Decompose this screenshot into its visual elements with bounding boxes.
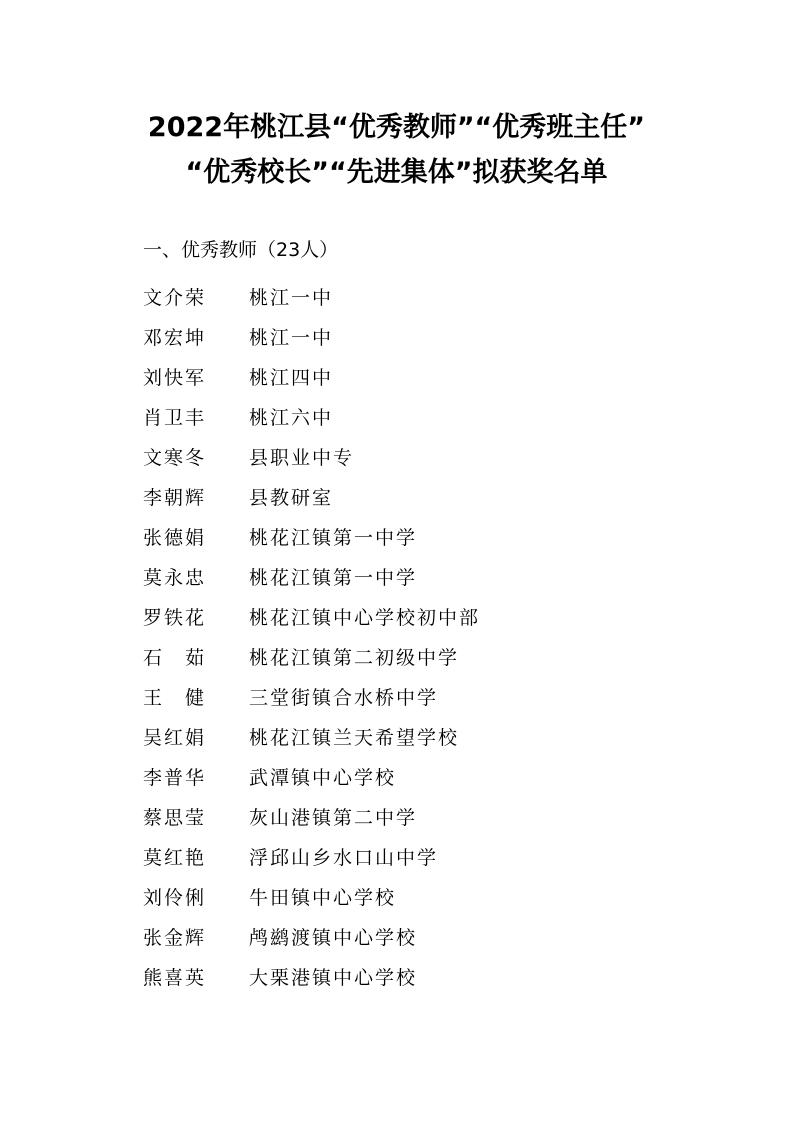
school-name: 桃花江镇第一中学 <box>249 526 418 549</box>
document-title-line-2: “优秀校长”“先进集体”拟获奖名单 <box>185 157 608 188</box>
school-name: 三堂街镇合水桥中学 <box>249 686 439 709</box>
teacher-name: 石 茹 <box>143 646 207 669</box>
list-item <box>143 476 703 516</box>
school-name: 大栗港镇中心学校 <box>249 966 418 989</box>
school-name: 县职业中专 <box>249 446 355 469</box>
teacher-name: 莫永忠 <box>143 566 207 589</box>
school-name: 桃花江镇兰天希望学校 <box>249 726 460 749</box>
teacher-name: 李朝辉 <box>143 486 207 509</box>
list-item <box>143 716 703 756</box>
school-name: 桃江一中 <box>249 326 334 349</box>
list-item <box>143 596 703 636</box>
school-name: 灰山港镇第二中学 <box>249 806 418 829</box>
section-heading-excellent-teachers: 一、优秀教师（23人） <box>143 239 339 261</box>
teacher-name: 邓宏坤 <box>143 326 207 349</box>
teacher-name: 吴红娟 <box>143 726 207 749</box>
teacher-name: 刘快军 <box>143 366 207 389</box>
school-name: 武潭镇中心学校 <box>249 766 397 789</box>
teacher-list <box>143 276 703 996</box>
teacher-name: 肖卫丰 <box>143 406 207 429</box>
school-name: 浮邱山乡水口山中学 <box>249 846 439 869</box>
teacher-name: 张金辉 <box>143 926 207 949</box>
teacher-name: 王 健 <box>143 686 207 709</box>
list-item <box>143 876 703 916</box>
list-item <box>143 396 703 436</box>
list-item <box>143 676 703 716</box>
list-item <box>143 356 703 396</box>
teacher-name: 文寒冬 <box>143 446 207 469</box>
list-item <box>143 796 703 836</box>
school-name: 县教研室 <box>249 486 334 509</box>
list-item <box>143 756 703 796</box>
teacher-name: 莫红艳 <box>143 846 207 869</box>
school-name: 桃江一中 <box>249 286 334 309</box>
teacher-name: 熊喜英 <box>143 966 207 989</box>
list-item <box>143 836 703 876</box>
teacher-name: 李普华 <box>143 766 207 789</box>
teacher-name: 文介荣 <box>143 286 207 309</box>
school-name: 牛田镇中心学校 <box>249 886 397 909</box>
list-item <box>143 276 703 316</box>
school-name: 桃花江镇第一中学 <box>249 566 418 589</box>
document-title-line-1: 2022年桃江县“优秀教师”“优秀班主任” <box>147 112 646 143</box>
teacher-name: 蔡思莹 <box>143 806 207 829</box>
school-name: 桃花江镇第二初级中学 <box>249 646 460 669</box>
list-item <box>143 516 703 556</box>
list-item <box>143 436 703 476</box>
list-item <box>143 636 703 676</box>
teacher-name: 刘伶俐 <box>143 886 207 909</box>
teacher-name: 张德娟 <box>143 526 207 549</box>
list-item <box>143 956 703 996</box>
school-name: 桃花江镇中心学校初中部 <box>249 606 481 629</box>
list-item <box>143 316 703 356</box>
teacher-name: 罗铁花 <box>143 606 207 629</box>
list-item <box>143 556 703 596</box>
school-name: 鸬鹚渡镇中心学校 <box>249 926 418 949</box>
school-name: 桃江六中 <box>249 406 334 429</box>
school-name: 桃江四中 <box>249 366 334 389</box>
list-item <box>143 916 703 956</box>
